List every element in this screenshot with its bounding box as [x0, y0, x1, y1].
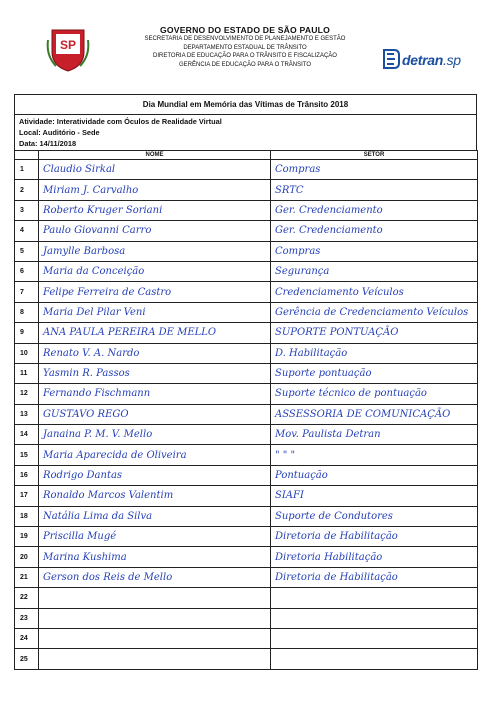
table-row [15, 282, 478, 302]
attendee-sector: Segurança [271, 261, 478, 281]
table-row [15, 384, 478, 404]
sao-paulo-coat-of-arms-icon [46, 26, 90, 72]
attendee-sector: SUPORTE PONTUAÇÃO [271, 323, 478, 343]
table-row [15, 363, 478, 383]
attendee-sector: D. Habilitação [271, 343, 478, 363]
attendee-sector: Pontuação [271, 465, 478, 485]
row-number: 15 [15, 445, 39, 465]
attendance-sheet [14, 94, 477, 670]
attendee-sector [271, 608, 478, 628]
row-number: 6 [15, 261, 39, 281]
page-header [0, 0, 489, 90]
attendee-sector: Gerência de Credenciamento Veículos [271, 302, 478, 322]
table-row [15, 527, 478, 547]
attendee-name: Maria Del Pilar Veni [39, 302, 271, 322]
row-number: 8 [15, 302, 39, 322]
attendee-name: Gerson dos Reis de Mello [39, 567, 271, 587]
attendee-sector: Ger. Credenciamento [271, 221, 478, 241]
attendee-name: Marina Kushima [39, 547, 271, 567]
location-line: Local: Auditório - Sede [19, 128, 100, 137]
row-number: 3 [15, 200, 39, 220]
attendee-sector: Suporte pontuação [271, 363, 478, 383]
attendee-sector [271, 588, 478, 608]
attendee-name [39, 608, 271, 628]
row-number: 12 [15, 384, 39, 404]
attendee-sector: Compras [271, 241, 478, 261]
row-number: 1 [15, 160, 39, 180]
attendee-sector: Diretoria Habilitação [271, 547, 478, 567]
attendee-name: GUSTAVO REGO [39, 404, 271, 424]
attendee-name: Maria Aparecida de Oliveira [39, 445, 271, 465]
attendee-name: Ronaldo Marcos Valentim [39, 486, 271, 506]
table-row [15, 567, 478, 587]
row-number: 22 [15, 588, 39, 608]
table-row [15, 608, 478, 628]
table-row [15, 486, 478, 506]
table-row [15, 628, 478, 648]
detran-wordmark [402, 52, 461, 68]
attendee-name: Renato V. A. Nardo [39, 343, 271, 363]
table-row [15, 506, 478, 526]
sector-column-header: SETOR [271, 151, 478, 160]
header-line-2: SECRETARIA DE DESENVOLVIMENTO DE PLANEJAMENTO E GESTÃO [144, 36, 346, 42]
row-number: 16 [15, 465, 39, 485]
attendee-sector [271, 649, 478, 669]
row-number: 4 [15, 221, 39, 241]
header-line-3: DEPARTAMENTO ESTADUAL DE TRÂNSITO [183, 44, 307, 51]
table-row [15, 241, 478, 261]
seal-letters: SP [59, 38, 77, 52]
row-number: 11 [15, 363, 39, 383]
table-row [15, 160, 478, 180]
detran-logo-mark-icon [382, 48, 400, 70]
row-number: 25 [15, 649, 39, 669]
attendee-sector: Suporte de Condutores [271, 506, 478, 526]
table-row [15, 649, 478, 669]
header-text-block [100, 25, 390, 69]
table-row [15, 200, 478, 220]
attendance-table [14, 150, 478, 670]
attendee-name: Yasmin R. Passos [39, 363, 271, 383]
attendee-sector: Compras [271, 160, 478, 180]
row-number: 13 [15, 404, 39, 424]
header-line-5: GERÊNCIA DE EDUCAÇÃO PARA O TRÂNSITO [178, 61, 312, 68]
row-number: 2 [15, 180, 39, 200]
activity-line: Atividade: Interatividade com Óculos de Realidade Virtual [19, 117, 222, 126]
table-row [15, 343, 478, 363]
attendee-sector [271, 628, 478, 648]
attendee-name: Janaina P. M. V. Mello [39, 425, 271, 445]
number-column-header [15, 151, 39, 160]
table-row [15, 445, 478, 465]
event-details [14, 114, 477, 150]
logo-text: detran [402, 52, 443, 68]
attendee-sector: Ger. Credenciamento [271, 200, 478, 220]
table-row [15, 221, 478, 241]
detran-logo [382, 48, 472, 74]
attendee-name: Miriam J. Carvalho [39, 180, 271, 200]
attendee-sector: Diretoria de Habilitação [271, 527, 478, 547]
attendee-sector: Diretoria de Habilitação [271, 567, 478, 587]
attendee-name: Natália Lima da Silva [39, 506, 271, 526]
date-line: Data: 14/11/2018 [19, 139, 77, 148]
row-number: 23 [15, 608, 39, 628]
row-number: 24 [15, 628, 39, 648]
row-number: 5 [15, 241, 39, 261]
row-number: 19 [15, 527, 39, 547]
table-row [15, 465, 478, 485]
attendee-name: Jamylle Barbosa [39, 241, 271, 261]
header-line-4: DIRETORIA DE EDUCAÇÃO PARA O TRÂNSITO E FISCALIZAÇÃO [153, 53, 337, 60]
table-row [15, 323, 478, 343]
attendee-name: Rodrigo Dantas [39, 465, 271, 485]
table-row [15, 588, 478, 608]
row-number: 7 [15, 282, 39, 302]
attendee-sector: Suporte técnico de pontuação [271, 384, 478, 404]
table-row [15, 180, 478, 200]
attendee-sector: SRTC [271, 180, 478, 200]
row-number: 10 [15, 343, 39, 363]
table-header-row [15, 151, 478, 160]
attendee-name [39, 628, 271, 648]
attendee-sector: SIAFI [271, 486, 478, 506]
row-number: 18 [15, 506, 39, 526]
table-row [15, 404, 478, 424]
name-column-header: NOME [39, 151, 271, 160]
table-row [15, 547, 478, 567]
row-number: 21 [15, 567, 39, 587]
attendee-name: Claudio Sirkal [39, 160, 271, 180]
row-number: 17 [15, 486, 39, 506]
table-row [15, 302, 478, 322]
attendee-sector: Mov. Paulista Detran [271, 425, 478, 445]
event-title: Dia Mundial em Memória das Vítimas de Trânsito 2018 [14, 94, 477, 114]
attendee-name [39, 588, 271, 608]
attendee-name: Priscilla Mugé [39, 527, 271, 547]
row-number: 20 [15, 547, 39, 567]
row-number: 9 [15, 323, 39, 343]
header-line-1: GOVERNO DO ESTADO DE SÃO PAULO [160, 25, 330, 35]
attendee-name: Paulo Giovanni Carro [39, 221, 271, 241]
attendee-name: Felipe Ferreira de Castro [39, 282, 271, 302]
attendee-name: Fernando Fischmann [39, 384, 271, 404]
attendee-sector: Credenciamento Veículos [271, 282, 478, 302]
table-row [15, 425, 478, 445]
attendee-name: Roberto Kruger Soriani [39, 200, 271, 220]
attendee-name [39, 649, 271, 669]
table-row [15, 261, 478, 281]
attendee-name: Maria da Conceição [39, 261, 271, 281]
attendee-name: ANA PAULA PEREIRA DE MELLO [39, 323, 271, 343]
attendee-sector: " " " [271, 445, 478, 465]
row-number: 14 [15, 425, 39, 445]
logo-suffix: .sp [443, 52, 461, 68]
attendee-sector: ASSESSORIA DE COMUNICAÇÃO [271, 404, 478, 424]
